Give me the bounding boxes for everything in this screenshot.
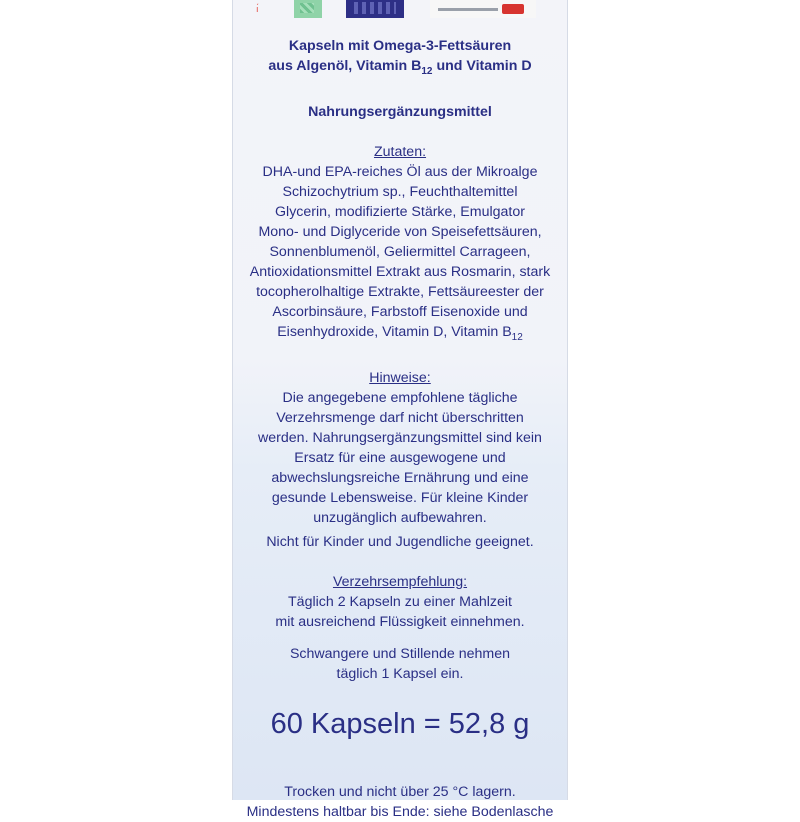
ingredients-line: Antioxidationsmittel Extrakt aus Rosmarin, stark [249,263,551,280]
diagram-swatch [430,0,536,18]
notes-line: Ersatz für eine ausgewogene und [294,449,506,466]
ingredients-line: Ascorbinsäure, Farbstoff Eisenoxide und [272,303,528,320]
top-color-strip [232,0,568,22]
dosage-line: mit ausreichend Flüssigkeit einnehmen. [275,613,525,630]
ingredients-line: tocopherolhaltige Extrakte, Fettsäureester der [256,283,544,300]
ingredients-heading: Zutaten: [373,143,427,160]
navy-swatch [346,0,404,18]
notes-heading: Hinweise: [369,369,431,386]
ingredients-line: Mono- und Diglyceride von Speisefettsäuren, [258,223,542,240]
product-type: Nahrungsergänzungsmittel [308,103,492,120]
ingredients-subscript: 12 [511,331,523,343]
product-title [232,36,568,82]
title-line-1: Kapseln mit Omega-3-Fettsäuren [288,38,512,54]
notes-line: werden. Nahrungsergänzungsmittel sind kein [258,429,542,446]
storage-line: Trocken und nicht über 25 °C lagern. [284,783,516,800]
ingredients-line: Sonnenblumenöl, Geliermittel Carrageen, [269,243,531,260]
notes-line: unzugänglich aufbewahren. [313,509,487,526]
storage-line: Mindestens haltbar bis Ende: siehe Bodenlasche [246,803,554,820]
green-swatch [294,0,322,18]
title-line-2: aus Algenöl, Vitamin $B_{12}$ und Vitamin D [268,58,532,77]
notes-line: abwechslungsreiche Ernährung und eine [271,469,529,486]
dosage-section [232,572,568,684]
notes-line: Verzehrsmenge darf nicht überschritten [276,409,524,426]
pregnancy-line: täglich 1 Kapsel ein. [336,665,464,682]
notes-section [232,368,568,552]
storage-section [232,782,568,822]
title-subscript: 12 [421,65,433,77]
red-mark: ı́ [256,4,259,14]
dosage-line: Täglich 2 Kapseln zu einer Mahlzeit [288,593,512,610]
notes-extra: Nicht für Kinder und Jugendliche geeignet. [266,533,534,550]
ingredients-line: DHA-und EPA-reiches Öl aus der Mikroalge [262,163,538,180]
package-panel [232,0,568,820]
ingredients-section [232,142,568,348]
ingredients-line: Schizochytrium sp., Feuchthaltemittel [282,183,518,200]
ingredients-last-line: Eisenhydroxide, Vitamin D, Vitamin $B_{12}$ [277,323,523,343]
notes-line: Die angegebene empfohlene tägliche [282,389,518,406]
quantity-label: 60 Kapseln = 52,8 g [270,707,530,740]
dosage-heading: Verzehrsempfehlung: [332,573,468,590]
label-content [232,36,568,822]
ingredients-line: Glycerin, modifizierte Stärke, Emulgator [275,203,525,220]
pregnancy-line: Schwangere und Stillende nehmen [289,645,511,662]
notes-line: gesunde Lebensweise. Für kleine Kinder [271,489,529,506]
